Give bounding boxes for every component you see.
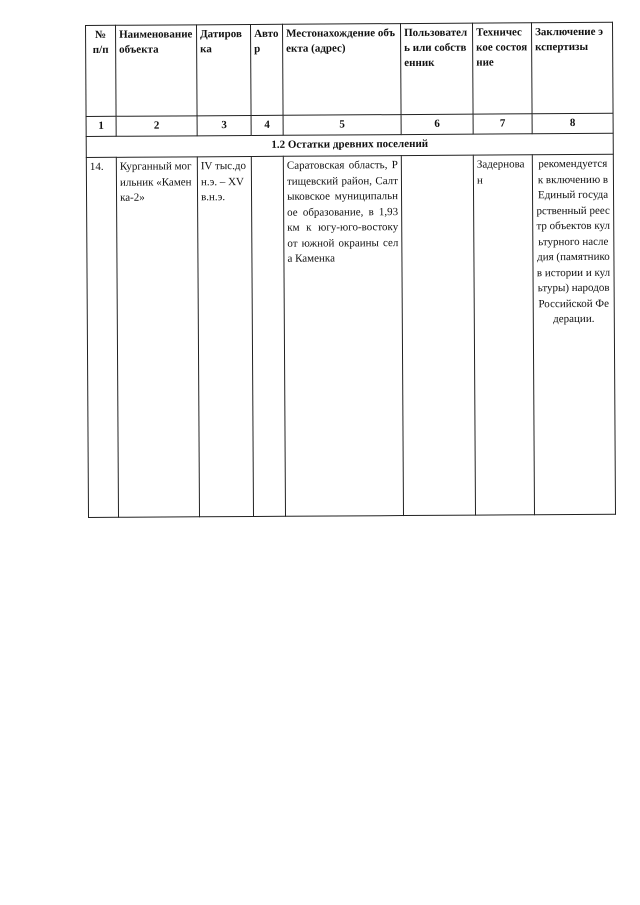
cell-number: 14. xyxy=(86,157,118,517)
column-number: 1 xyxy=(86,116,116,136)
table-row xyxy=(86,154,615,517)
header-address: Местонахождение объекта (адрес) xyxy=(282,24,401,116)
section-title: 1.2 Остатки древних поселений xyxy=(86,133,613,157)
header-conclusion: Заключение экспертизы xyxy=(531,22,613,113)
cell-condition: Задернован xyxy=(473,155,534,515)
cell-author xyxy=(251,156,285,516)
header-owner: Пользователь или собственник xyxy=(400,23,473,114)
header-name: Наименование объекта xyxy=(116,25,198,116)
header-condition: Техническое состояние xyxy=(472,23,532,114)
column-number: 4 xyxy=(251,115,283,135)
column-number: 3 xyxy=(197,115,251,135)
header-author: Автор xyxy=(250,24,283,115)
cell-dating: IV тыс.до н.э. – XV в.н.э. xyxy=(197,156,253,516)
header-dating: Датировка xyxy=(197,24,252,115)
column-number: 7 xyxy=(473,114,532,134)
cell-owner xyxy=(401,155,475,515)
cell-address: Саратовская область, Ртищевский район, Салтыковское муниципальное образование, в 1,93 км к югу-юго-востоку от южной окраины села Каменка xyxy=(283,156,403,517)
column-number: 8 xyxy=(532,113,613,133)
column-number: 2 xyxy=(116,116,197,136)
cell-name: Курганный могильник «Каменка-2» xyxy=(116,157,199,517)
column-number: 5 xyxy=(283,115,401,136)
column-number: 6 xyxy=(401,114,473,134)
header-number: № п/п xyxy=(86,25,117,116)
cell-conclusion: рекомендуется к включению в Единый государственный реестр объектов культурного наследия (памятников истории и культуры) народов Российской Федерации. xyxy=(532,154,615,514)
header-row xyxy=(86,22,614,116)
heritage-register-table xyxy=(85,22,616,518)
